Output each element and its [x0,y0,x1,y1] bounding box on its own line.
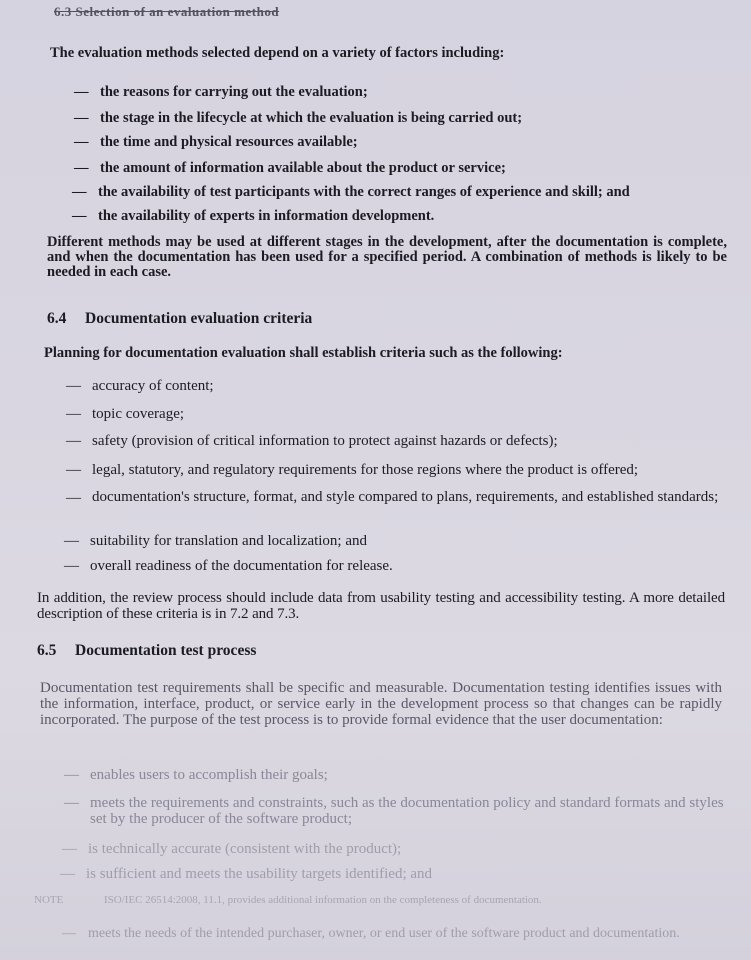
factor-item: —the amount of information available about the product or service; [74,160,506,177]
criteria-intro: Planning for documentation evaluation shall establish criteria such as the following: [44,345,563,361]
criteria-item: —suitability for translation and localization; and [64,533,367,550]
methods-paragraph: Different methods may be used at different stages in the development, after the documentation is complete, and when the documentation has been used for a specified period. A combination of methods is likely to be needed in each case. [47,234,727,280]
criteria-item: —safety (provision of critical information to protect against hazards or defects); [66,433,558,450]
criteria-item: —legal, statutory, and regulatory requirements for those regions where the product is offered; [66,462,638,479]
test-item: —is sufficient and meets the usability targets identified; and [60,866,432,883]
section-6-3-heading: 6.3 Selection of an evaluation method [54,4,280,19]
criteria-item: — documentation's structure, format, and style compared to plans, requirements, and established standards; [66,490,726,507]
criteria-item: —overall readiness of the documentation for release. [64,558,393,575]
section-6-5-heading: 6.5 Documentation test process [37,642,257,659]
section-6-4-heading: 6.4 Documentation evaluation criteria [47,310,313,327]
factor-item: —the availability of test participants with the correct ranges of experience and skill; and [72,184,630,201]
factor-item: —the reasons for carrying out the evaluation; [74,84,368,101]
test-item: — meets the requirements and constraints, such as the documentation policy and standard formats and styles set by the producer of the software product; [64,795,724,827]
test-item: — meets the needs of the intended purchaser, owner, or end user of the software product and documentation. [62,926,722,942]
test-item: —is technically accurate (consistent with the product); [62,841,401,858]
note: NOTE ISO/IEC 26514:2008, 11.1, provides additional information on the completeness of documentation. [34,894,542,906]
test-item: —enables users to accomplish their goals; [64,767,328,784]
factor-item: —the availability of experts in information development. [72,208,434,225]
factor-item: —the stage in the lifecycle at which the evaluation is being carried out; [74,110,522,127]
factor-item: —the time and physical resources available; [74,134,358,151]
test-process-paragraph: Documentation test requirements shall be specific and measurable. Documentation testing identifies issues with the information, interface, product, or service early in the development process so that changes can be rapidly incorporated. The purpose of the test process is to provide formal evidence that the user documentation: [40,680,722,728]
criteria-item: —topic coverage; [66,406,184,423]
factors-intro: The evaluation methods selected depend on a variety of factors including: [50,45,505,61]
addition-paragraph: In addition, the review process should include data from usability testing and accessibility testing. A more detailed description of these criteria is in 7.2 and 7.3. [37,590,725,622]
criteria-item: —accuracy of content; [66,378,214,395]
